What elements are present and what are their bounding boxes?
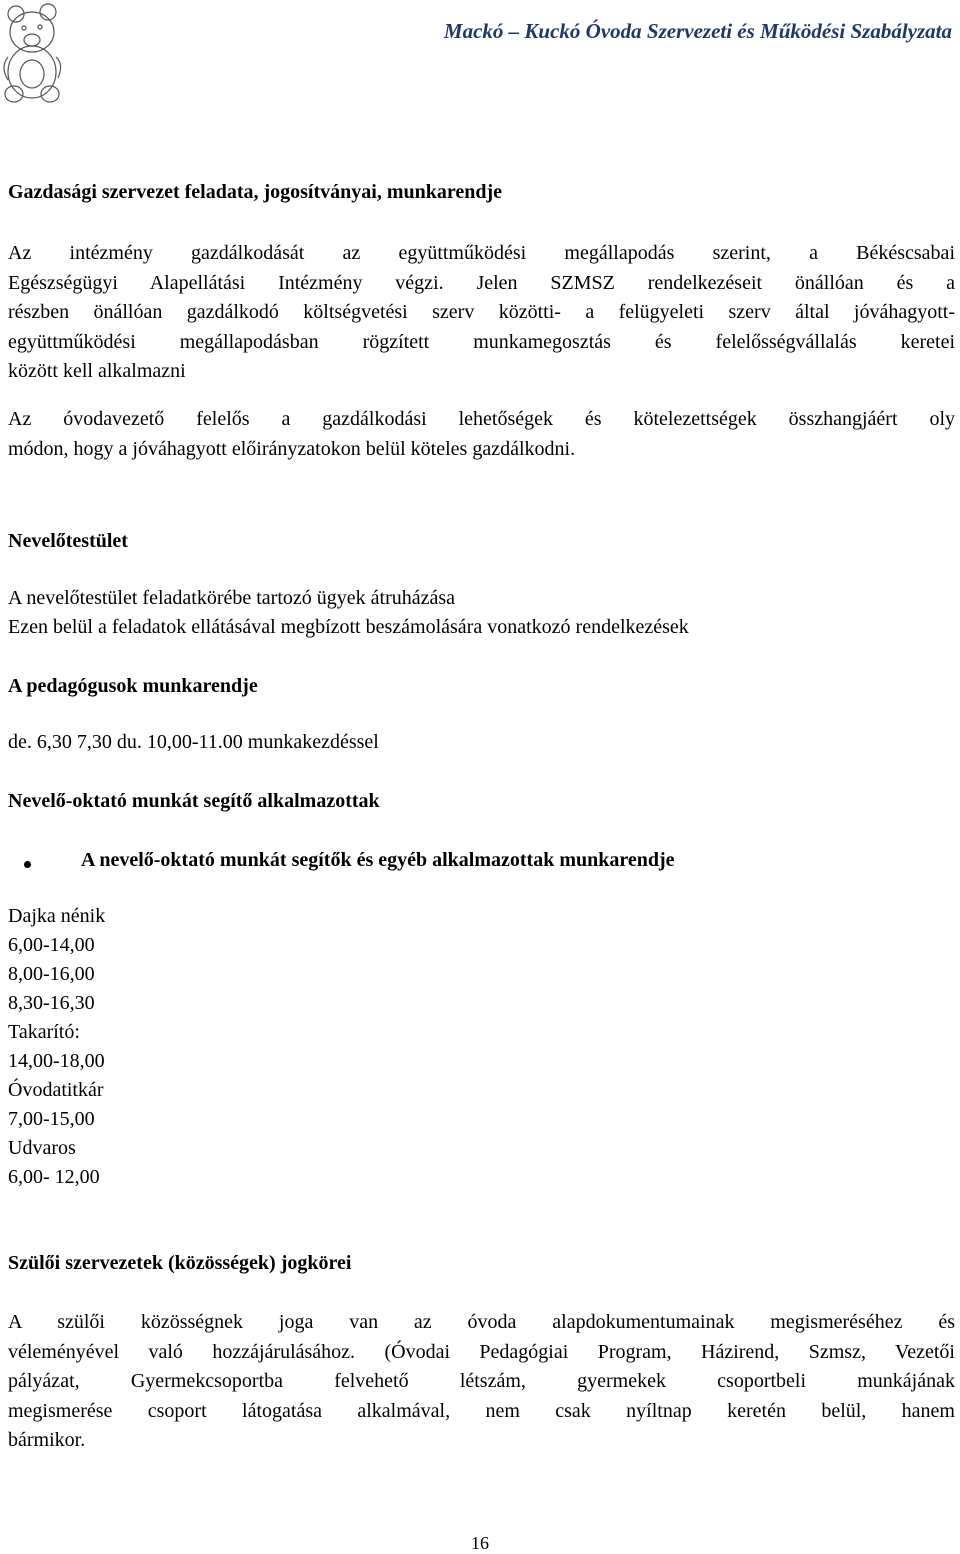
paragraph-line: megismerése csoport látogatása alkalmával, nem csak nyíltnap keretén belül, hanem — [8, 1399, 955, 1422]
section-heading-gazdasagi: Gazdasági szervezet feladata, jogosítványai, munkarendje — [8, 181, 503, 203]
paragraph-line: pályázat, Gyermekcsoportba felvehető létszám, gyermekek csoportbeli munkájának — [8, 1370, 955, 1392]
teddy-bear-logo — [2, 2, 66, 106]
schedule-line: Óvodatitkár — [8, 1079, 104, 1101]
schedule-line: Takarító: — [8, 1021, 80, 1043]
paragraph-line: módon, hogy a jóváhagyott előirányzatokon belül köteles gazdálkodni. — [8, 437, 576, 460]
schedule-line: Dajka nénik — [8, 905, 106, 927]
paragraph-line: részben önállóan gazdálkodó költségvetési szerv közötti- a felügyeleti szerv által jóváhagyott- — [8, 301, 955, 323]
bullet-item-munkarend — [8, 849, 948, 879]
paragraph-line: A szülői közösségnek joga van az óvoda alapdokumentumainak megismeréséhez és — [8, 1311, 955, 1333]
nevelotestulet-line-1: A nevelőtestület feladatkörébe tartozó ügyek átruházása — [8, 587, 456, 609]
paragraph-gazdalkodas — [8, 239, 955, 387]
munkarend-hours: de. 6,30 7,30 du. 10,00-11.00 munkakezdéssel — [8, 731, 379, 753]
page-number: 16 — [471, 1533, 489, 1553]
paragraph-line: együttműködési megállapodásban rögzített munkamegosztás és felelősségvállalás keretei — [8, 330, 955, 353]
paragraph-line: között kell alkalmazni — [8, 360, 186, 382]
section-heading-munkarend: A pedagógusok munkarendje — [8, 675, 258, 697]
staff-schedule-list — [8, 902, 105, 1192]
schedule-line: 14,00-18,00 — [8, 1050, 105, 1072]
paragraph-szuloi-kozosseg — [8, 1308, 955, 1456]
schedule-line: 8,30-16,30 — [8, 992, 95, 1014]
schedule-line: Udvaros — [8, 1137, 76, 1159]
bullet-icon — [24, 861, 31, 868]
paragraph-line: Az óvodavezető felelős a gazdálkodási lehetőségek és kötelezettségek összhangjáért oly — [8, 408, 955, 430]
paragraph-ovodavezeto — [8, 405, 955, 464]
schedule-line: 8,00-16,00 — [8, 963, 95, 985]
bullet-text: A nevelő-oktató munkát segítők és egyéb alkalmazottak munkarendje — [81, 849, 675, 871]
section-heading-szuloi: Szülői szervezetek (közösségek) jogkörei — [8, 1252, 352, 1274]
schedule-line: 6,00- 12,00 — [8, 1166, 100, 1188]
section-heading-nevelotestulet: Nevelőtestület — [8, 530, 128, 552]
paragraph-line: bármikor. — [8, 1429, 86, 1451]
paragraph-line: Az intézmény gazdálkodását az együttműködési megállapodás szerint, a Békéscsabai — [8, 242, 955, 264]
paragraph-line: Egészségügyi Alapellátási Intézmény végzi. Jelen SZMSZ rendelkezéseit önállóan és a — [8, 271, 955, 294]
paragraph-line: véleményével való hozzájárulásához. (Óvodai Pedagógiai Program, Házirend, Szmsz, Vezetői — [8, 1340, 955, 1363]
schedule-line: 7,00-15,00 — [8, 1108, 95, 1130]
schedule-line: 6,00-14,00 — [8, 934, 95, 956]
nevelotestulet-line-2: Ezen belül a feladatok ellátásával megbízott beszámolására vonatkozó rendelkezések — [8, 616, 689, 638]
document-header-title: Mackó – Kuckó Óvoda Szervezeti és Működési Szabályzata — [443, 19, 952, 43]
section-heading-segitok: Nevelő-oktató munkát segítő alkalmazottak — [8, 790, 380, 812]
